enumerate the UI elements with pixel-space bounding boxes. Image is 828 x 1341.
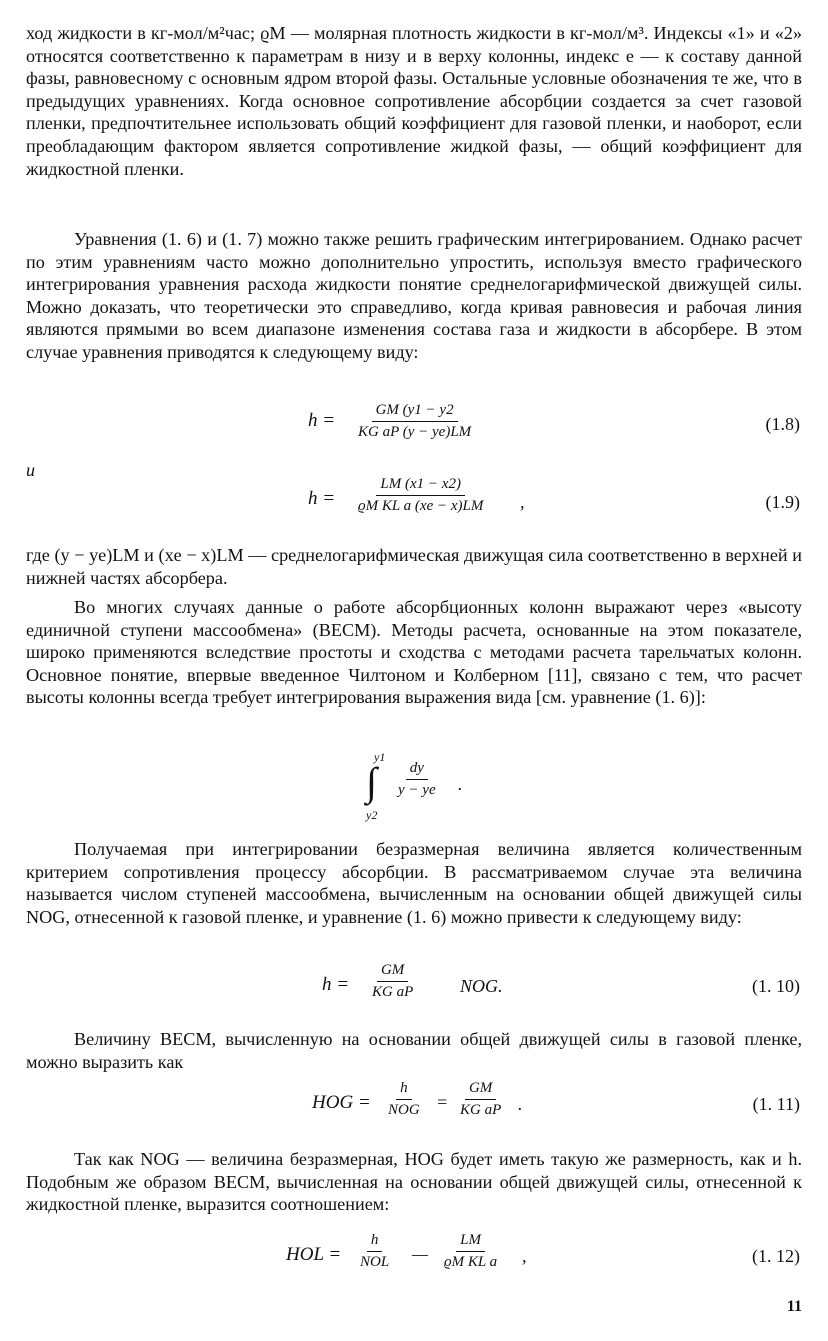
equation-number: (1.9) (765, 492, 800, 512)
fraction-denominator: ϱM KL a (xe − x)LM (358, 498, 484, 514)
equation-number: (1.8) (765, 414, 800, 434)
fraction-numerator: GM (y1 − y2 (372, 402, 458, 422)
page-number: 11 (786, 1298, 802, 1315)
fraction-numerator: h (396, 1080, 412, 1100)
equation-tail: , (522, 1246, 527, 1266)
paragraph-htu-intro: Во многих случаях данные о работе абсорбционных колонн выражают через «высоту единичной ступени массообмена» (ВЕСМ). Методы расчета, основанные на этом показателе, широко применяются вследствие простоты и сходства с методами расчета тарельчатых колонн. Основное понятие, впервые введенное Чилтоном и Колберном [11], связано с тем, что расчет высоты колонны всегда требует интегрирования выражения вида [см. уравнение (1. 6)]: (26, 597, 802, 708)
paragraph-htu-gas: Величину ВЕСМ, вычисленную на основании общей движущей силы в газовой пленке, можно выразить как (26, 1029, 802, 1072)
equation-tail: , (520, 492, 525, 512)
paragraph-log-mean: где (y − ye)LM и (xe − x)LM — среднелогарифмическая движущая сила соответственно в верхней и нижней частях абсорбера. (26, 545, 802, 588)
equals-sign: = (436, 1092, 449, 1112)
integral-sign-icon: ∫ (366, 759, 377, 804)
conjunction-and: и (26, 460, 35, 480)
equation-lhs: h = (308, 410, 336, 431)
paragraph-graphical-integration: Уравнения (1. 6) и (1. 7) можно также решить графическим интегрированием. Однако расчет по этим уравнениям часто можно дополнительно упростить, используя вместо графического интегрирования уравнения расхода жидкости понятие среднелогарифмической движущей силы. Можно доказать, что теоретически это справедливо, когда кривая равновесия и рабочая линия являются прямыми во всем диапазоне изменения состава газа и жидкости в абсорбере. В этом случае уравнения приводятся к следующему виду: (26, 229, 802, 362)
equation-lhs: h = (308, 488, 336, 509)
paragraph-htu-liquid: Так как NOG — величина безразмерная, HOG будет иметь такую же размерность, как и h. Подобным же образом ВЕСМ, вычисленная на основании общей движущей силы, отнесенной к жидкостной пленке, выразится соотношением: (26, 1149, 802, 1215)
fraction-numerator: LM (x1 − x2) (376, 476, 465, 496)
fraction-denominator: KG aP (y − ye)LM (358, 424, 472, 440)
equation-fraction-2 (456, 1080, 505, 1119)
fraction-numerator: dy (406, 760, 428, 780)
equation-fraction-1 (356, 1232, 393, 1271)
equation-number: (1. 11) (752, 1094, 800, 1114)
fraction-denominator: NOG (388, 1102, 420, 1118)
fraction-numerator: h (367, 1232, 383, 1252)
fraction-numerator: GM (377, 962, 408, 982)
equation-tail: . (458, 774, 463, 794)
fraction-denominator: KG aP (460, 1102, 502, 1118)
integral-fraction (394, 760, 440, 799)
fraction-denominator: y − ye (398, 782, 436, 798)
equation-lhs: h = (322, 974, 350, 995)
paragraph-transfer-units: Получаемая при интегрировании безразмерная величина является количественным критерием сопротивления процессу абсорбции. В рассматриваемом случае эта величина называется числом ступеней массообмена, вычисленным на основании общей движущей силы NOG, отнесенной к газовой пленке, и уравнение (1. 6) можно привести к следующему виду: (26, 839, 802, 927)
dash-sign: — (412, 1244, 429, 1264)
integral-upper-limit: y1 (374, 750, 386, 764)
equation-fraction (354, 476, 487, 515)
fraction-numerator: GM (465, 1080, 496, 1100)
equation-fraction-2 (440, 1232, 501, 1271)
integral-lower-limit: y2 (366, 808, 378, 822)
fraction-numerator: LM (456, 1232, 485, 1252)
fraction-denominator: ϱM KL a (444, 1254, 498, 1270)
equation-fraction-1 (384, 1080, 424, 1119)
equation-number: (1. 10) (752, 976, 800, 996)
fraction-denominator: NOL (360, 1254, 390, 1270)
equation-lhs: HOG = (312, 1092, 371, 1113)
integral-expression (0, 750, 828, 820)
fraction-denominator: KG aP (372, 984, 414, 1000)
equation-fraction (368, 962, 417, 1001)
equation-number: (1. 12) (752, 1246, 800, 1266)
paragraph-liquid-density: ход жидкости в кг-мол/м²час; ϱM — молярная плотность жидкости в кг-мол/м³. Индексы «1» и «2» относятся соответственно к параметрам в низу и в верху колонны, индекс e — к составу данной фазы, равновесному с основным ядром второй фазы. Остальные условные обозначения те же, что в предыдущих уравнениях. Когда основное сопротивление абсорбции создается за счет газовой пленки, предпочтительнее использовать общий коэффициент для газовой пленки, и наоборот, если преобладающим фактором является сопротивление жидкой фазы, — общий коэффициент для жидкостной пленки. (26, 23, 802, 179)
equation-lhs: HOL = (286, 1244, 342, 1265)
equation-fraction (354, 402, 475, 441)
equation-tail: . (518, 1094, 523, 1114)
equation-rhs: NOG. (460, 976, 503, 996)
